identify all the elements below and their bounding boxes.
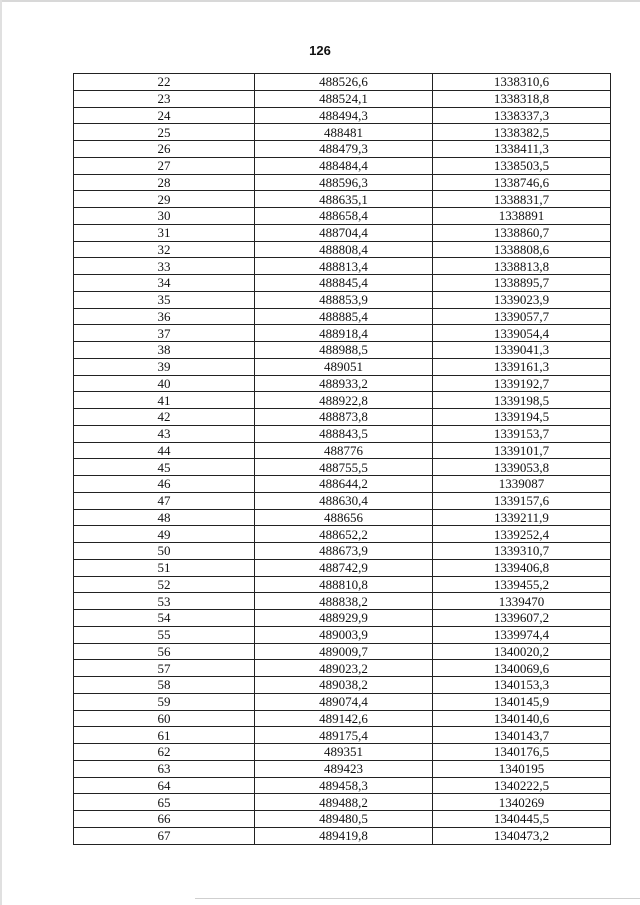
point-number-cell: 23 [74, 90, 255, 107]
point-number-cell: 52 [74, 576, 255, 593]
table-row [74, 241, 611, 258]
point-number-cell: 25 [74, 124, 255, 141]
y-coordinate-cell: 1339157,6 [433, 492, 611, 509]
table-row [74, 677, 611, 694]
table-row [74, 74, 611, 91]
table-row [74, 559, 611, 576]
y-coordinate-cell: 1338860,7 [433, 224, 611, 241]
table-row [74, 827, 611, 844]
x-coordinate-cell: 489038,2 [255, 677, 433, 694]
table-row [74, 660, 611, 677]
y-coordinate-cell: 1339101,7 [433, 442, 611, 459]
x-coordinate-cell: 489074,4 [255, 693, 433, 710]
y-coordinate-cell: 1338746,6 [433, 174, 611, 191]
y-coordinate-cell: 1339057,7 [433, 308, 611, 325]
x-coordinate-cell: 488630,4 [255, 492, 433, 509]
y-coordinate-cell: 1340143,7 [433, 727, 611, 744]
x-coordinate-cell: 489351 [255, 744, 433, 761]
y-coordinate-cell: 1338382,5 [433, 124, 611, 141]
point-number-cell: 42 [74, 409, 255, 426]
y-coordinate-cell: 1340153,3 [433, 677, 611, 694]
point-number-cell: 54 [74, 610, 255, 627]
point-number-cell: 63 [74, 760, 255, 777]
table-row [74, 275, 611, 292]
x-coordinate-cell: 488933,2 [255, 375, 433, 392]
y-coordinate-cell: 1338831,7 [433, 191, 611, 208]
point-number-cell: 49 [74, 526, 255, 543]
x-coordinate-cell: 488635,1 [255, 191, 433, 208]
table-row [74, 425, 611, 442]
x-coordinate-cell: 488526,6 [255, 74, 433, 91]
x-coordinate-cell: 489488,2 [255, 794, 433, 811]
point-number-cell: 50 [74, 543, 255, 560]
point-number-cell: 48 [74, 509, 255, 526]
table-row [74, 727, 611, 744]
y-coordinate-cell: 1338310,6 [433, 74, 611, 91]
x-coordinate-cell: 488845,4 [255, 275, 433, 292]
point-number-cell: 29 [74, 191, 255, 208]
x-coordinate-cell: 488755,5 [255, 459, 433, 476]
point-number-cell: 40 [74, 375, 255, 392]
point-number-cell: 45 [74, 459, 255, 476]
x-coordinate-cell: 489051 [255, 358, 433, 375]
y-coordinate-cell: 1339053,8 [433, 459, 611, 476]
point-number-cell: 31 [74, 224, 255, 241]
y-coordinate-cell: 1338411,3 [433, 141, 611, 158]
table-row [74, 526, 611, 543]
y-coordinate-cell: 1339161,3 [433, 358, 611, 375]
page-number: 126 [309, 43, 331, 58]
y-coordinate-cell: 1340020,2 [433, 643, 611, 660]
y-coordinate-cell: 1340195 [433, 760, 611, 777]
y-coordinate-cell: 1340145,9 [433, 693, 611, 710]
x-coordinate-cell: 488808,4 [255, 241, 433, 258]
page-edge-bottom [195, 898, 640, 899]
x-coordinate-cell: 488596,3 [255, 174, 433, 191]
coordinates-table-body [74, 74, 611, 845]
y-coordinate-cell: 1339194,5 [433, 409, 611, 426]
point-number-cell: 59 [74, 693, 255, 710]
table-row [74, 124, 611, 141]
table-row [74, 358, 611, 375]
x-coordinate-cell: 489175,4 [255, 727, 433, 744]
table-row [74, 576, 611, 593]
x-coordinate-cell: 489419,8 [255, 827, 433, 844]
point-number-cell: 51 [74, 559, 255, 576]
y-coordinate-cell: 1340222,5 [433, 777, 611, 794]
table-row [74, 107, 611, 124]
y-coordinate-cell: 1338318,8 [433, 90, 611, 107]
table-row [74, 543, 611, 560]
x-coordinate-cell: 489480,5 [255, 811, 433, 828]
point-number-cell: 67 [74, 827, 255, 844]
y-coordinate-cell: 1339974,4 [433, 626, 611, 643]
table-row [74, 811, 611, 828]
point-number-cell: 66 [74, 811, 255, 828]
x-coordinate-cell: 488813,4 [255, 258, 433, 275]
point-number-cell: 22 [74, 74, 255, 91]
page-edge-top [0, 0, 640, 2]
table-row [74, 392, 611, 409]
y-coordinate-cell: 1340445,5 [433, 811, 611, 828]
y-coordinate-cell: 1339455,2 [433, 576, 611, 593]
y-coordinate-cell: 1339198,5 [433, 392, 611, 409]
page-edge-left [0, 0, 2, 905]
point-number-cell: 41 [74, 392, 255, 409]
x-coordinate-cell: 488484,4 [255, 157, 433, 174]
y-coordinate-cell: 1339041,3 [433, 342, 611, 359]
point-number-cell: 32 [74, 241, 255, 258]
y-coordinate-cell: 1339087 [433, 476, 611, 493]
x-coordinate-cell: 488853,9 [255, 291, 433, 308]
y-coordinate-cell: 1339310,7 [433, 543, 611, 560]
point-number-cell: 65 [74, 794, 255, 811]
table-row [74, 777, 611, 794]
y-coordinate-cell: 1338891 [433, 208, 611, 225]
x-coordinate-cell: 488918,4 [255, 325, 433, 342]
table-row [74, 308, 611, 325]
x-coordinate-cell: 488524,1 [255, 90, 433, 107]
x-coordinate-cell: 488810,8 [255, 576, 433, 593]
table-row [74, 760, 611, 777]
point-number-cell: 64 [74, 777, 255, 794]
point-number-cell: 26 [74, 141, 255, 158]
table-row [74, 342, 611, 359]
table-row [74, 744, 611, 761]
point-number-cell: 35 [74, 291, 255, 308]
table-row [74, 509, 611, 526]
table-row [74, 442, 611, 459]
table-row [74, 626, 611, 643]
point-number-cell: 24 [74, 107, 255, 124]
x-coordinate-cell: 489009,7 [255, 643, 433, 660]
y-coordinate-cell: 1340140,6 [433, 710, 611, 727]
y-coordinate-cell: 1339211,9 [433, 509, 611, 526]
x-coordinate-cell: 488652,2 [255, 526, 433, 543]
table-row [74, 643, 611, 660]
y-coordinate-cell: 1339153,7 [433, 425, 611, 442]
point-number-cell: 39 [74, 358, 255, 375]
y-coordinate-cell: 1338895,7 [433, 275, 611, 292]
table-row [74, 409, 611, 426]
y-coordinate-cell: 1338808,6 [433, 241, 611, 258]
table-row [74, 375, 611, 392]
point-number-cell: 34 [74, 275, 255, 292]
y-coordinate-cell: 1340473,2 [433, 827, 611, 844]
table-row [74, 208, 611, 225]
table-row [74, 593, 611, 610]
y-coordinate-cell: 1340269 [433, 794, 611, 811]
point-number-cell: 27 [74, 157, 255, 174]
point-number-cell: 37 [74, 325, 255, 342]
table-row [74, 157, 611, 174]
x-coordinate-cell: 489142,6 [255, 710, 433, 727]
table-row [74, 90, 611, 107]
x-coordinate-cell: 489023,2 [255, 660, 433, 677]
x-coordinate-cell: 488481 [255, 124, 433, 141]
point-number-cell: 47 [74, 492, 255, 509]
coordinates-table [73, 73, 611, 845]
x-coordinate-cell: 488776 [255, 442, 433, 459]
table-row [74, 693, 611, 710]
table-row [74, 325, 611, 342]
y-coordinate-cell: 1339054,4 [433, 325, 611, 342]
table-row [74, 610, 611, 627]
point-number-cell: 55 [74, 626, 255, 643]
point-number-cell: 61 [74, 727, 255, 744]
x-coordinate-cell: 488704,4 [255, 224, 433, 241]
y-coordinate-cell: 1339607,2 [433, 610, 611, 627]
y-coordinate-cell: 1338503,5 [433, 157, 611, 174]
table-row [74, 710, 611, 727]
x-coordinate-cell: 488673,9 [255, 543, 433, 560]
x-coordinate-cell: 488988,5 [255, 342, 433, 359]
x-coordinate-cell: 488479,3 [255, 141, 433, 158]
y-coordinate-cell: 1339192,7 [433, 375, 611, 392]
table-row [74, 141, 611, 158]
x-coordinate-cell: 489003,9 [255, 626, 433, 643]
x-coordinate-cell: 489423 [255, 760, 433, 777]
point-number-cell: 44 [74, 442, 255, 459]
table-row [74, 224, 611, 241]
y-coordinate-cell: 1338813,8 [433, 258, 611, 275]
x-coordinate-cell: 489458,3 [255, 777, 433, 794]
x-coordinate-cell: 488843,5 [255, 425, 433, 442]
y-coordinate-cell: 1339252,4 [433, 526, 611, 543]
x-coordinate-cell: 488644,2 [255, 476, 433, 493]
point-number-cell: 62 [74, 744, 255, 761]
x-coordinate-cell: 488494,3 [255, 107, 433, 124]
x-coordinate-cell: 488922,8 [255, 392, 433, 409]
point-number-cell: 43 [74, 425, 255, 442]
x-coordinate-cell: 488658,4 [255, 208, 433, 225]
table-row [74, 258, 611, 275]
table-row [74, 794, 611, 811]
point-number-cell: 30 [74, 208, 255, 225]
point-number-cell: 46 [74, 476, 255, 493]
point-number-cell: 57 [74, 660, 255, 677]
y-coordinate-cell: 1339406,8 [433, 559, 611, 576]
x-coordinate-cell: 488873,8 [255, 409, 433, 426]
table-row [74, 174, 611, 191]
point-number-cell: 60 [74, 710, 255, 727]
table-row [74, 476, 611, 493]
point-number-cell: 56 [74, 643, 255, 660]
table-row [74, 191, 611, 208]
x-coordinate-cell: 488742,9 [255, 559, 433, 576]
x-coordinate-cell: 488929,9 [255, 610, 433, 627]
point-number-cell: 28 [74, 174, 255, 191]
x-coordinate-cell: 488656 [255, 509, 433, 526]
point-number-cell: 53 [74, 593, 255, 610]
point-number-cell: 38 [74, 342, 255, 359]
x-coordinate-cell: 488838,2 [255, 593, 433, 610]
point-number-cell: 58 [74, 677, 255, 694]
y-coordinate-cell: 1338337,3 [433, 107, 611, 124]
point-number-cell: 36 [74, 308, 255, 325]
y-coordinate-cell: 1340176,5 [433, 744, 611, 761]
point-number-cell: 33 [74, 258, 255, 275]
table-row [74, 291, 611, 308]
y-coordinate-cell: 1339023,9 [433, 291, 611, 308]
table-row [74, 459, 611, 476]
y-coordinate-cell: 1339470 [433, 593, 611, 610]
table-row [74, 492, 611, 509]
x-coordinate-cell: 488885,4 [255, 308, 433, 325]
y-coordinate-cell: 1340069,6 [433, 660, 611, 677]
